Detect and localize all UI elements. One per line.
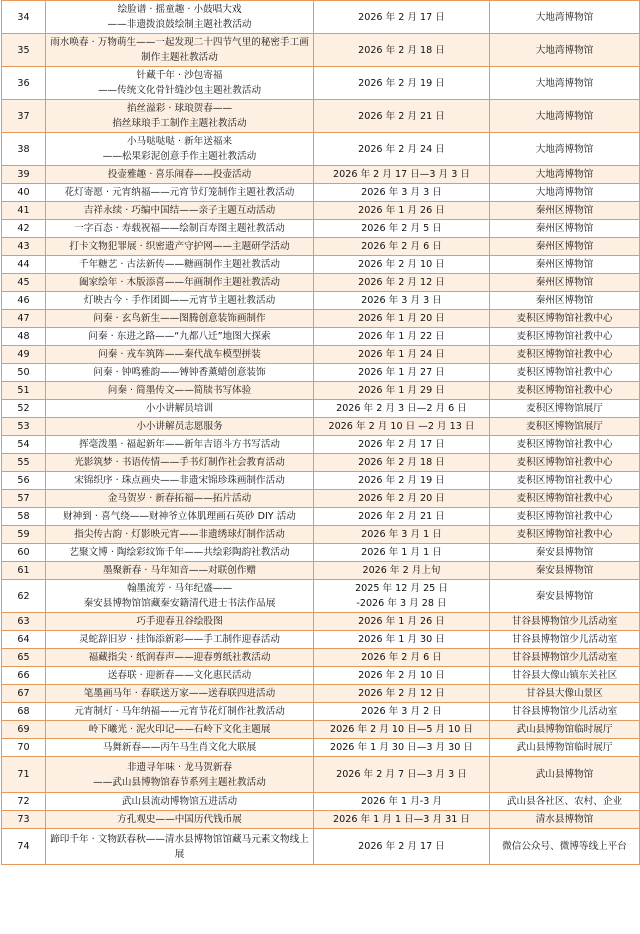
cell-no: 64 <box>2 631 46 649</box>
table-row <box>2 292 640 310</box>
cell-date: 2026 年 1 月 22 日 <box>314 328 490 346</box>
table-row <box>2 508 640 526</box>
cell-venue: 大地湾博物馆 <box>490 34 640 67</box>
cell-date: 2026 年 2 月 19 日 <box>314 472 490 490</box>
cell-date: 2026 年 1 月 29 日 <box>314 382 490 400</box>
cell-venue: 大地湾博物馆 <box>490 100 640 133</box>
cell-venue: 大地湾博物馆 <box>490 184 640 202</box>
table-row <box>2 631 640 649</box>
cell-no: 49 <box>2 346 46 364</box>
cell-venue: 清水县博物馆 <box>490 811 640 829</box>
cell-no: 73 <box>2 811 46 829</box>
cell-venue: 秦州区博物馆 <box>490 220 640 238</box>
table-row <box>2 562 640 580</box>
cell-name: 光影筑梦 · 书语传情——手书灯制作社会教育活动 <box>46 454 314 472</box>
cell-venue: 大地湾博物馆 <box>490 1 640 34</box>
cell-date: 2026 年 2 月 21 日 <box>314 508 490 526</box>
cell-name: 挥毫泼墨 · 福起新年——新年吉语斗方书写活动 <box>46 436 314 454</box>
cell-no: 69 <box>2 721 46 739</box>
cell-no: 71 <box>2 757 46 793</box>
cell-no: 74 <box>2 829 46 865</box>
table-row <box>2 526 640 544</box>
cell-name: 墨聚新春 · 马年知音——对联创作赠 <box>46 562 314 580</box>
table-row <box>2 580 640 613</box>
cell-no: 47 <box>2 310 46 328</box>
cell-venue: 大地湾博物馆 <box>490 67 640 100</box>
table-row <box>2 757 640 793</box>
cell-no: 53 <box>2 418 46 436</box>
table-row <box>2 418 640 436</box>
cell-date: 2026 年 3 月 3 日 <box>314 292 490 310</box>
cell-date: 2026 年 2 月 20 日 <box>314 490 490 508</box>
event-rows <box>2 1 640 865</box>
cell-date: 2026 年 1 月 1 日—3 月 31 日 <box>314 811 490 829</box>
cell-no: 50 <box>2 364 46 382</box>
cell-name: 问秦 · 戎车筑阵——秦代战车模型拼装 <box>46 346 314 364</box>
table-row <box>2 100 640 133</box>
cell-date: 2026 年 2 月上旬 <box>314 562 490 580</box>
table-row <box>2 346 640 364</box>
cell-venue: 秦安县博物馆 <box>490 580 640 613</box>
cell-venue: 秦州区博物馆 <box>490 238 640 256</box>
cell-name: 问秦 · 简墨传文——简牍书写体验 <box>46 382 314 400</box>
cell-name: 非遗寻年味 · 龙马贺新春 ——武山县博物馆春节系列主题社教活动 <box>46 757 314 793</box>
cell-name: 笔墨画马年 · 春联送万家——送春联四进活动 <box>46 685 314 703</box>
cell-no: 56 <box>2 472 46 490</box>
cell-date: 2026 年 2 月 18 日 <box>314 454 490 472</box>
cell-no: 38 <box>2 133 46 166</box>
table-row <box>2 220 640 238</box>
cell-name: 方孔观史——中国历代钱币展 <box>46 811 314 829</box>
cell-venue: 麦积区博物馆社教中心 <box>490 328 640 346</box>
cell-no: 55 <box>2 454 46 472</box>
cell-venue: 麦积区博物馆展厅 <box>490 418 640 436</box>
cell-no: 72 <box>2 793 46 811</box>
cell-no: 63 <box>2 613 46 631</box>
cell-name: 灯映古今 · 手作团圆——元宵节主题社教活动 <box>46 292 314 310</box>
cell-venue: 武山县博物馆临时展厅 <box>490 739 640 757</box>
cell-date: 2025 年 12 月 25 日 -2026 年 3 月 28 日 <box>314 580 490 613</box>
cell-venue: 麦积区博物馆社教中心 <box>490 454 640 472</box>
cell-date: 2026 年 1 月-3 月 <box>314 793 490 811</box>
table-row <box>2 703 640 721</box>
table-row <box>2 256 640 274</box>
cell-venue: 麦积区博物馆社教中心 <box>490 436 640 454</box>
cell-name: 小小讲解员志愿服务 <box>46 418 314 436</box>
cell-name: 指尖传古韵 · 灯影映元宵——非遗绣球灯制作活动 <box>46 526 314 544</box>
cell-venue: 甘谷县博物馆少儿活动室 <box>490 631 640 649</box>
cell-no: 57 <box>2 490 46 508</box>
cell-no: 41 <box>2 202 46 220</box>
table-row <box>2 721 640 739</box>
cell-name: 翰墨流芳 · 马年纪盛—— 秦安县博物馆馆藏秦安籍清代进士书法作品展 <box>46 580 314 613</box>
cell-no: 60 <box>2 544 46 562</box>
table-row <box>2 274 640 292</box>
table-row <box>2 184 640 202</box>
cell-date: 2026 年 1 月 24 日 <box>314 346 490 364</box>
cell-name: 送春联 · 迎新春——文化惠民活动 <box>46 667 314 685</box>
cell-date: 2026 年 2 月 17 日 <box>314 1 490 34</box>
cell-no: 36 <box>2 67 46 100</box>
cell-date: 2026 年 2 月 18 日 <box>314 34 490 67</box>
table-row <box>2 811 640 829</box>
table-row <box>2 34 640 67</box>
cell-no: 40 <box>2 184 46 202</box>
table-row <box>2 382 640 400</box>
table-row <box>2 166 640 184</box>
table-row <box>2 328 640 346</box>
cell-venue: 麦积区博物馆社教中心 <box>490 526 640 544</box>
cell-venue: 武山县博物馆临时展厅 <box>490 721 640 739</box>
cell-date: 2026 年 2 月 21 日 <box>314 100 490 133</box>
cell-no: 51 <box>2 382 46 400</box>
cell-name: 问秦 · 玄鸟新生——图腾创意装饰画制作 <box>46 310 314 328</box>
cell-date: 2026 年 2 月 17 日 <box>314 829 490 865</box>
table-row <box>2 310 640 328</box>
cell-name: 问秦 · 东进之路——“九都八迁”地图大探索 <box>46 328 314 346</box>
table-row <box>2 436 640 454</box>
cell-name: 掐丝溢彩 · 球琅贺春—— 掐丝球琅手工制作主题社教活动 <box>46 100 314 133</box>
table-row <box>2 202 640 220</box>
cell-no: 62 <box>2 580 46 613</box>
table-row <box>2 613 640 631</box>
cell-date: 2026 年 1 月 30 日 <box>314 631 490 649</box>
cell-name: 福藏指尖 · 纸润春声——迎春剪纸社教活动 <box>46 649 314 667</box>
cell-no: 67 <box>2 685 46 703</box>
table-row <box>2 472 640 490</box>
cell-name: 投壶雅趣 · 喜乐闹春——投壶活动 <box>46 166 314 184</box>
table-row <box>2 544 640 562</box>
cell-no: 61 <box>2 562 46 580</box>
cell-name: 灵蛇辞旧岁 · 挂饰添新彩——手工制作迎春活动 <box>46 631 314 649</box>
cell-no: 34 <box>2 1 46 34</box>
cell-date: 2026 年 3 月 1 日 <box>314 526 490 544</box>
cell-venue: 麦积区博物馆社教中心 <box>490 472 640 490</box>
cell-name: 吉祥永续 · 巧编中国结——亲子主题互动活动 <box>46 202 314 220</box>
table-row <box>2 667 640 685</box>
cell-venue: 秦州区博物馆 <box>490 292 640 310</box>
cell-no: 48 <box>2 328 46 346</box>
cell-name: 小马哒哒哒 · 新年送福来 ——松果彩泥创意手作主题社教活动 <box>46 133 314 166</box>
cell-venue: 甘谷县大像山镇东关社区 <box>490 667 640 685</box>
cell-name: 小小讲解员培训 <box>46 400 314 418</box>
cell-date: 2026 年 1 月 20 日 <box>314 310 490 328</box>
cell-date: 2026 年 2 月 24 日 <box>314 133 490 166</box>
cell-date: 2026 年 2 月 5 日 <box>314 220 490 238</box>
cell-no: 44 <box>2 256 46 274</box>
cell-name: 问秦 · 钟鸣雅韵——镈钟香薰蜡创意装饰 <box>46 364 314 382</box>
cell-venue: 微信公众号、微博等线上平台 <box>490 829 640 865</box>
cell-name: 蹄印千年 · 文物跃春秋——清水县博物馆馆藏马元素文物线上展 <box>46 829 314 865</box>
table-row <box>2 400 640 418</box>
cell-no: 54 <box>2 436 46 454</box>
cell-no: 35 <box>2 34 46 67</box>
cell-no: 46 <box>2 292 46 310</box>
cell-date: 2026 年 3 月 3 日 <box>314 184 490 202</box>
cell-date: 2026 年 3 月 2 日 <box>314 703 490 721</box>
table-row <box>2 685 640 703</box>
cell-name: 千年糖艺 · 古法新传——糖画制作主题社教活动 <box>46 256 314 274</box>
cell-name: 雨水唤春 · 万物萌生——一起发现二十四节气里的秘密手工画制作主题社教活动 <box>46 34 314 67</box>
cell-venue: 麦积区博物馆社教中心 <box>490 508 640 526</box>
table-row <box>2 133 640 166</box>
cell-venue: 甘谷县博物馆少儿活动室 <box>490 703 640 721</box>
cell-date: 2026 年 2 月 6 日 <box>314 649 490 667</box>
cell-no: 37 <box>2 100 46 133</box>
cell-date: 2026 年 1 月 26 日 <box>314 613 490 631</box>
cell-no: 39 <box>2 166 46 184</box>
cell-name: 元宵制灯 · 马年纳福——元宵节花灯制作社教活动 <box>46 703 314 721</box>
cell-no: 58 <box>2 508 46 526</box>
cell-date: 2026 年 2 月 7 日—3 月 3 日 <box>314 757 490 793</box>
cell-date: 2026 年 2 月 12 日 <box>314 274 490 292</box>
cell-date: 2026 年 2 月 19 日 <box>314 67 490 100</box>
table-row <box>2 490 640 508</box>
cell-date: 2026 年 1 月 27 日 <box>314 364 490 382</box>
cell-venue: 麦积区博物馆社教中心 <box>490 346 640 364</box>
cell-venue: 武山县各社区、农村、企业 <box>490 793 640 811</box>
cell-no: 68 <box>2 703 46 721</box>
cell-no: 43 <box>2 238 46 256</box>
cell-name: 巧手迎春丑谷绘股图 <box>46 613 314 631</box>
cell-venue: 大地湾博物馆 <box>490 133 640 166</box>
cell-name: 绘脸谱 · 摇童趣 · 小鼓唱大戏 ——非遗拨浪鼓绘制主题社教活动 <box>46 1 314 34</box>
table-row <box>2 67 640 100</box>
cell-venue: 麦积区博物馆社教中心 <box>490 364 640 382</box>
cell-name: 宋锦织序 · 珠点画央——非遗宋锦珍珠画制作活动 <box>46 472 314 490</box>
table-row <box>2 454 640 472</box>
cell-venue: 麦积区博物馆展厅 <box>490 400 640 418</box>
cell-venue: 秦州区博物馆 <box>490 274 640 292</box>
cell-no: 70 <box>2 739 46 757</box>
cell-date: 2026 年 2 月 6 日 <box>314 238 490 256</box>
event-schedule-table <box>1 0 640 865</box>
cell-date: 2026 年 2 月 12 日 <box>314 685 490 703</box>
cell-venue: 甘谷县大像山景区 <box>490 685 640 703</box>
cell-date: 2026 年 2 月 17 日—3 月 3 日 <box>314 166 490 184</box>
cell-name: 金马贺岁 · 新春拓福——拓片活动 <box>46 490 314 508</box>
cell-date: 2026 年 2 月 10 日—5 月 10 日 <box>314 721 490 739</box>
cell-venue: 大地湾博物馆 <box>490 166 640 184</box>
cell-date: 2026 年 2 月 10 日 <box>314 256 490 274</box>
cell-name: 马舞新春——丙午马生肖文化大联展 <box>46 739 314 757</box>
cell-name: 财神到 · 喜气绕——财神爷立体肌理画石英砂 DIY 活动 <box>46 508 314 526</box>
cell-name: 打卡文物犯罪展 · 织密遗产守护网——主题研学活动 <box>46 238 314 256</box>
cell-date: 2026 年 2 月 3 日—2 月 6 日 <box>314 400 490 418</box>
cell-date: 2026 年 2 月 17 日 <box>314 436 490 454</box>
cell-venue: 麦积区博物馆社教中心 <box>490 490 640 508</box>
cell-name: 一字百态 · 寿载祝福——绘制百寿图主题社教活动 <box>46 220 314 238</box>
cell-venue: 甘谷县博物馆少儿活动室 <box>490 613 640 631</box>
cell-venue: 秦州区博物馆 <box>490 202 640 220</box>
table-row <box>2 829 640 865</box>
table-row <box>2 238 640 256</box>
cell-venue: 麦积区博物馆社教中心 <box>490 382 640 400</box>
cell-date: 2026 年 1 月 26 日 <box>314 202 490 220</box>
table-row <box>2 793 640 811</box>
cell-venue: 麦积区博物馆社教中心 <box>490 310 640 328</box>
cell-name: 岭下曦光 · 泥火印记——石岭下文化主题展 <box>46 721 314 739</box>
cell-name: 针藏千年 · 沙包寄福 ——传统文化骨针缝沙包主题社教活动 <box>46 67 314 100</box>
cell-venue: 秦州区博物馆 <box>490 256 640 274</box>
cell-venue: 秦安县博物馆 <box>490 544 640 562</box>
cell-date: 2026 年 1 月 30 日—3 月 30 日 <box>314 739 490 757</box>
cell-date: 2026 年 2 月 10 日 —2 月 13 日 <box>314 418 490 436</box>
cell-date: 2026 年 1 月 1 日 <box>314 544 490 562</box>
cell-name: 武山县流动博物馆五进活动 <box>46 793 314 811</box>
cell-no: 59 <box>2 526 46 544</box>
cell-name: 花灯寄愿 · 元宵纳福——元宵节灯笼制作主题社教活动 <box>46 184 314 202</box>
cell-no: 65 <box>2 649 46 667</box>
table-row <box>2 649 640 667</box>
cell-venue: 武山县博物馆 <box>490 757 640 793</box>
cell-date: 2026 年 2 月 10 日 <box>314 667 490 685</box>
cell-no: 66 <box>2 667 46 685</box>
cell-no: 45 <box>2 274 46 292</box>
cell-venue: 甘谷县博物馆少儿活动室 <box>490 649 640 667</box>
cell-venue: 秦安县博物馆 <box>490 562 640 580</box>
cell-name: 阖家绘年 · 木版添喜——年画制作主题社教活动 <box>46 274 314 292</box>
cell-no: 42 <box>2 220 46 238</box>
cell-name: 艺聚文博 · 陶绘彩纹饰千年——共绘彩陶韵社教活动 <box>46 544 314 562</box>
cell-no: 52 <box>2 400 46 418</box>
table-row <box>2 364 640 382</box>
table-row <box>2 1 640 34</box>
table-row <box>2 739 640 757</box>
